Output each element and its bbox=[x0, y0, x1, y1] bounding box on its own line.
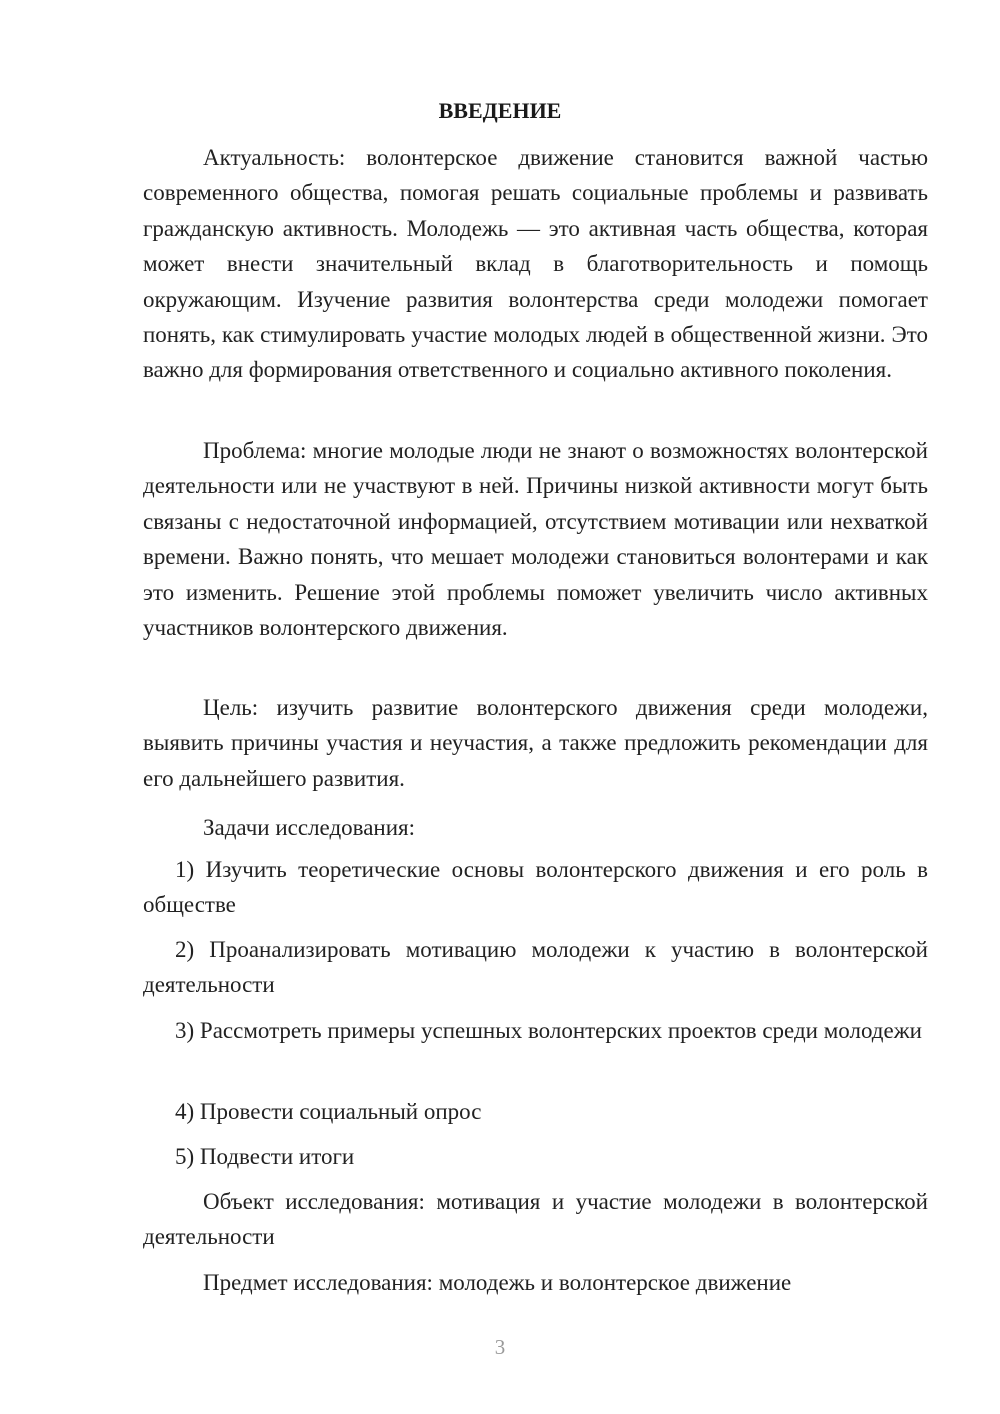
task-item-1: 1) Изучить теоретические основы волонтерского движения и его роль в обществе bbox=[143, 857, 928, 918]
task-item-3: 3) Рассмотреть примеры успешных волонтерских проектов среди молодежи bbox=[175, 1018, 922, 1043]
task-item-4: 4) Провести социальный опрос bbox=[175, 1099, 482, 1124]
task-item-5: 5) Подвести итоги bbox=[175, 1144, 355, 1169]
paragraph-problem: Проблема: многие молодые люди не знают о возможностях волонтерской деятельности или не участвуют в ней. Причины низкой активности могут быть связаны с недостаточной информацией, отсутствием мотивации или нехваткой времени. Важно понять, что мешает молодежи становиться волонтерами и как это изменить. Решение этой проблемы поможет увеличить число активных участников волонтерского движения. bbox=[143, 438, 928, 641]
task-item-2: 2) Проанализировать мотивацию молодежи к участию в волонтерской деятельности bbox=[143, 937, 928, 998]
paragraph-research-object: Объект исследования: мотивация и участие молодежи в волонтерской деятельности bbox=[143, 1189, 928, 1250]
section-title: ВВЕДЕНИЕ bbox=[438, 98, 562, 123]
paragraph-relevance: Актуальность: волонтерское движение становится важной частью современного общества, помогая решать социальные проблемы и развивать гражданскую активность. Молодежь — это активная часть общества, которая может внести значительный вклад в благотворительность и помощь окружающим. Изучение развития волонтерства среди молодежи помогает понять, как стимулировать участие молодых людей в общественной жизни. Это важно для формирования ответственного и социально активного поколения. bbox=[143, 145, 928, 383]
paragraph-research-subject: Предмет исследования: молодежь и волонтерское движение bbox=[203, 1270, 792, 1295]
paragraph-tasks-heading: Задачи исследования: bbox=[203, 815, 416, 840]
paragraph-goal: Цель: изучить развитие волонтерского движения среди молодежи, выявить причины участия и неучастия, а также предложить рекомендации для его дальнейшего развития. bbox=[143, 695, 928, 791]
page-number: 3 bbox=[494, 1335, 506, 1359]
